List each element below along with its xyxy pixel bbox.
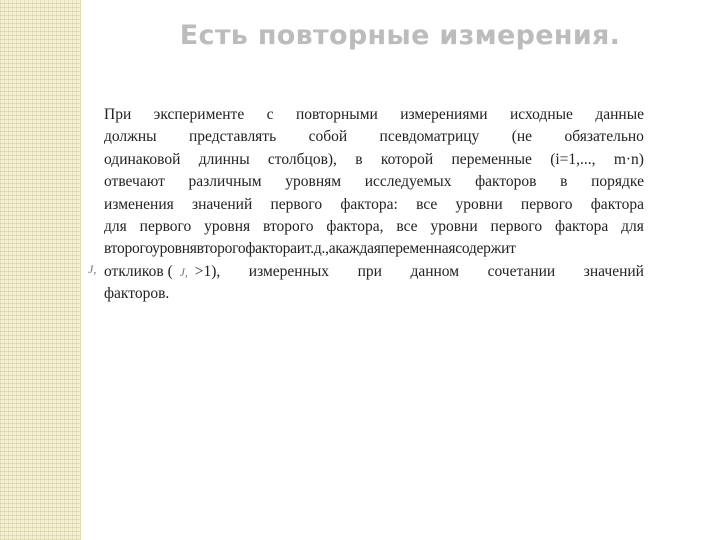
body-line-3: одинаковой длинны столбцов), в которой переменные (i=1,..., m·n) (104, 150, 644, 168)
inline-formula-glyph: J, (179, 264, 188, 279)
body-line-5: изменения значений первого фактора: все уровни первого фактора (104, 195, 644, 213)
body-line-7: второгоуровнявторогофактораит.д.,акаждаяпеременнаясодержит (104, 240, 516, 258)
body-line-8: откликов ( J, >1), измеренных при данном сочетании значений (104, 261, 644, 283)
body-line-9: факторов. (104, 285, 170, 303)
body-line-2: должны представлять собой псевдоматрицу (не обязательно (104, 128, 644, 146)
body-line-1: При эксперименте с повторными измерениями исходные данные (104, 106, 644, 123)
slide-title: Есть повторные измерения. (179, 20, 621, 51)
body-line-6: для первого уровня второго фактора, все уровни первого фактора для (104, 218, 644, 236)
decorative-side-strip (0, 0, 81, 540)
margin-formula-glyph: J, (88, 262, 97, 276)
body-line-4: отвечают различным уровням исследуемых факторов в порядке (104, 173, 644, 191)
slide-body (104, 104, 644, 306)
